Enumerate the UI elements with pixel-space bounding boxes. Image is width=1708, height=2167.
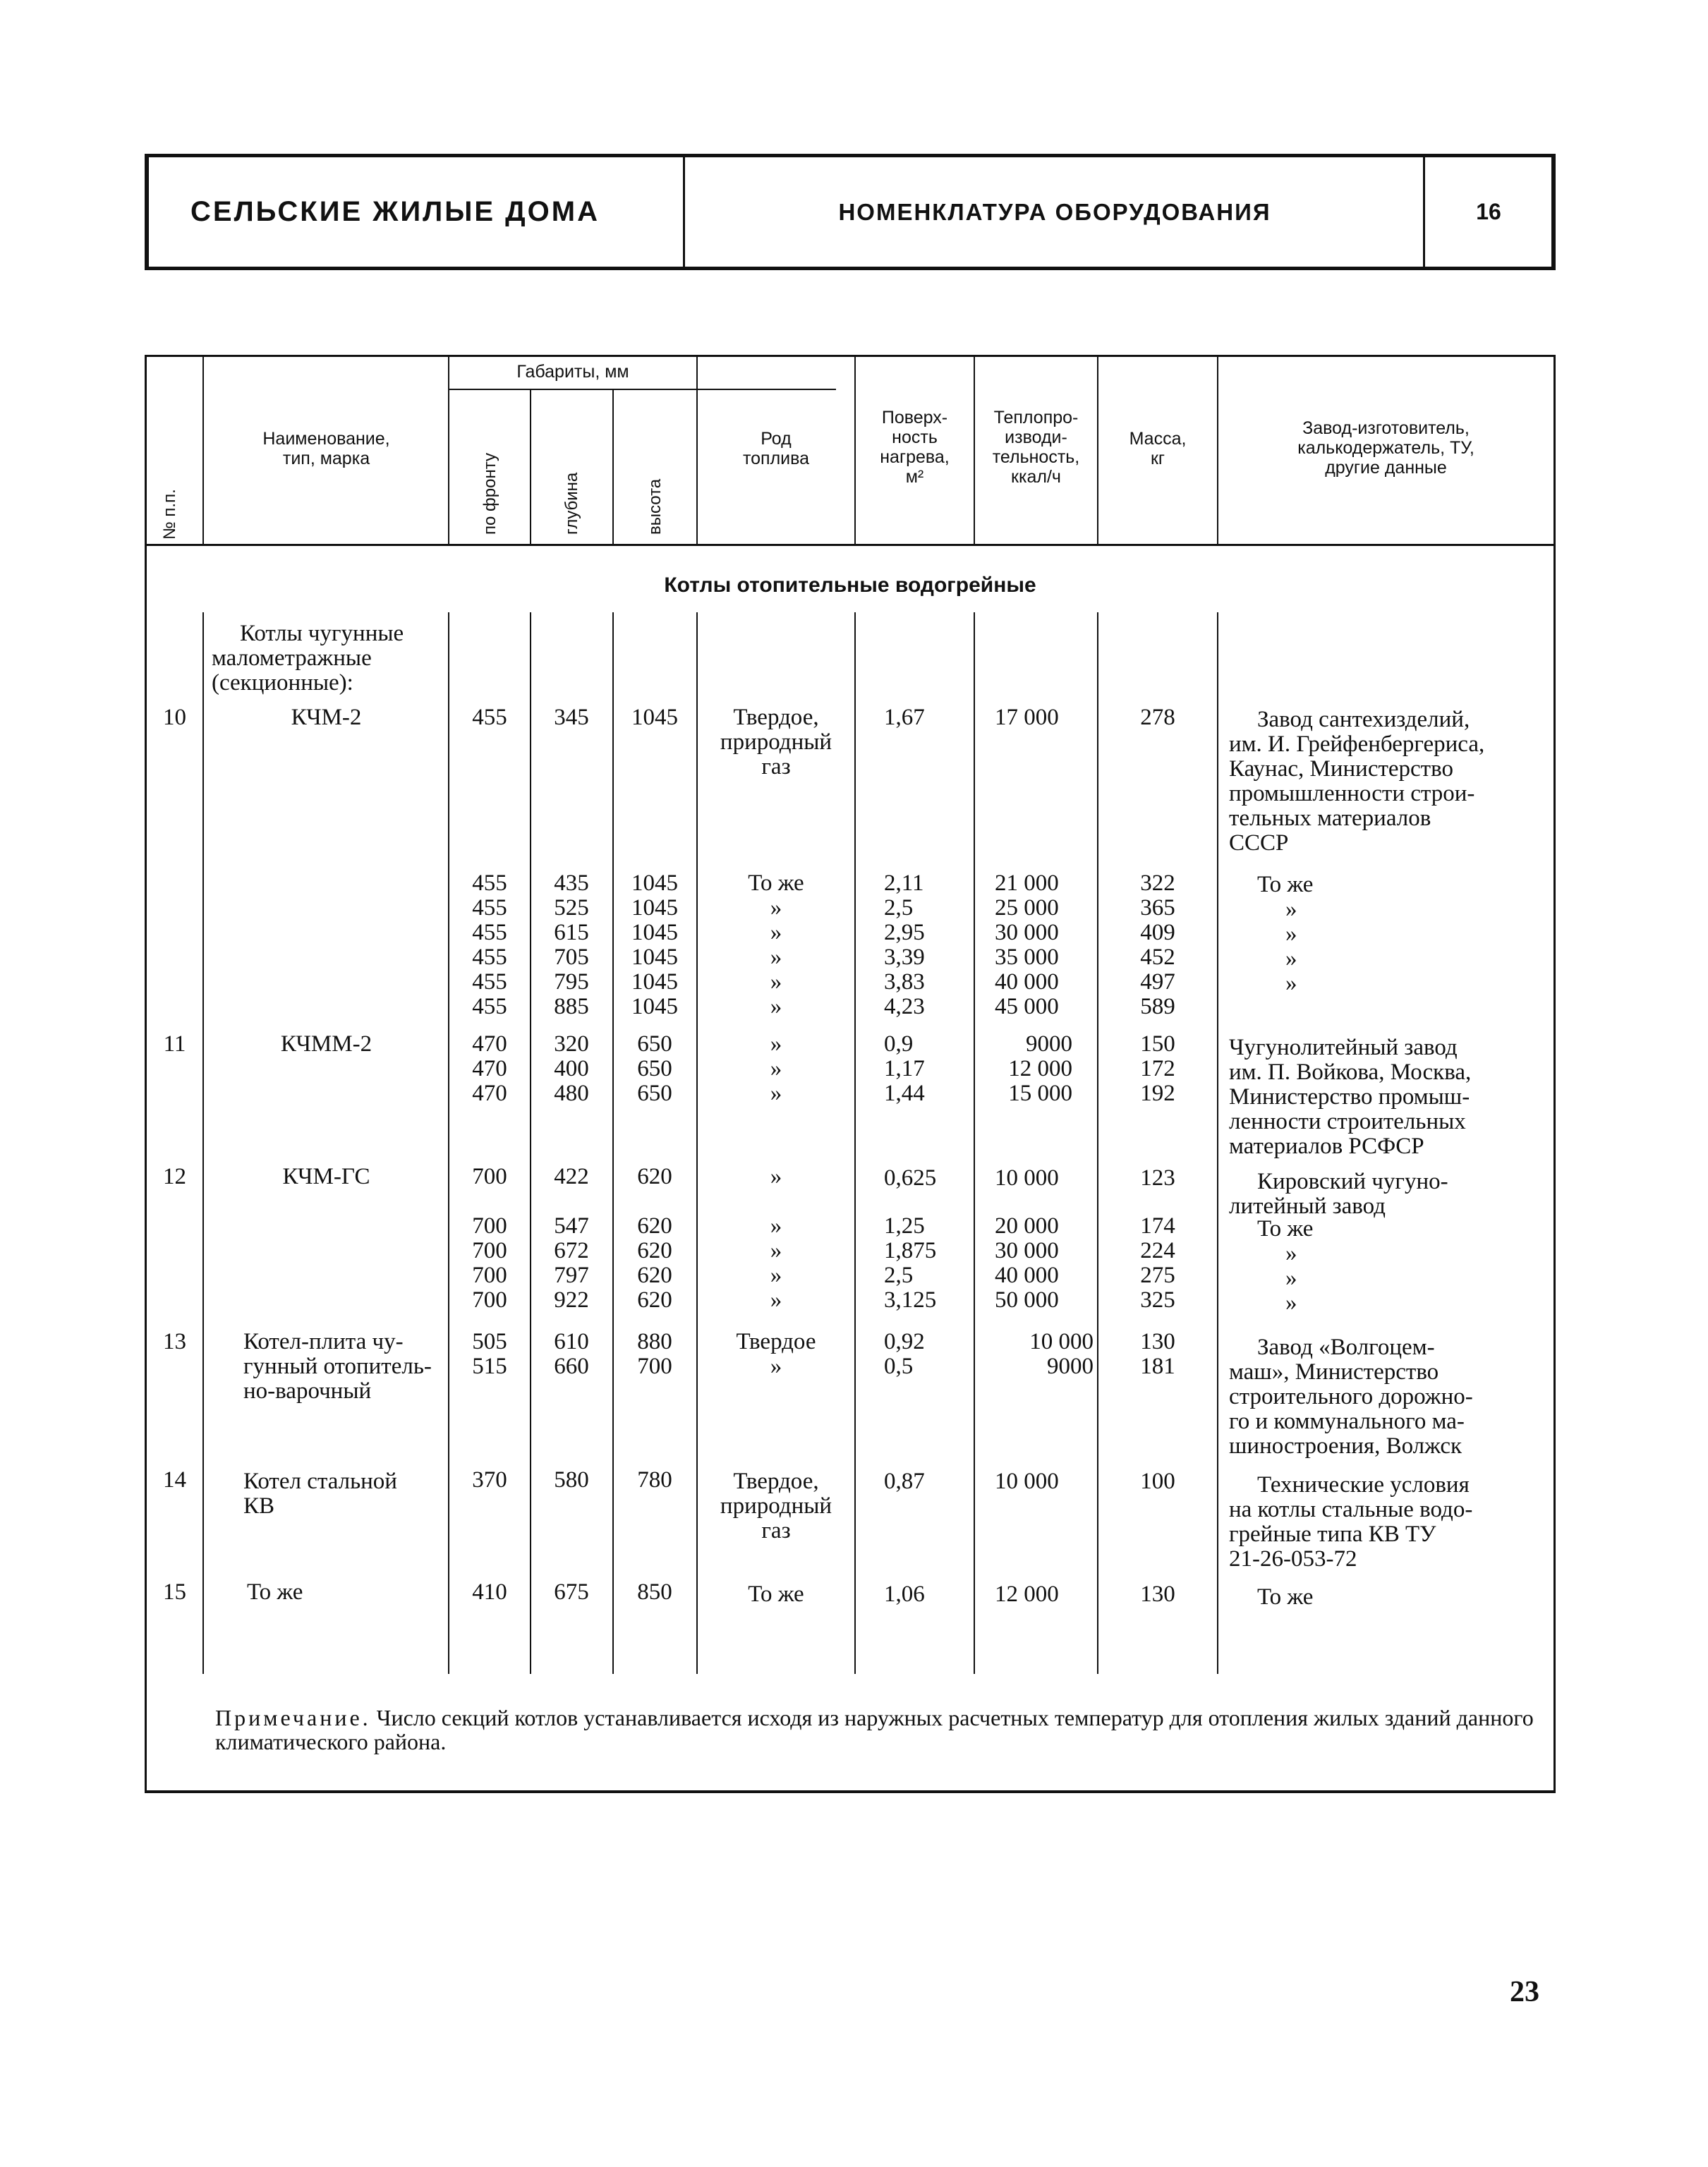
col-header-height: высота: [646, 478, 665, 535]
fuel-type-list: Твердое »: [736, 1329, 816, 1379]
heat-output-list: 10 000 9000: [1029, 1329, 1094, 1379]
section-title: Котлы отопительные водогрейные: [664, 573, 1036, 597]
manufacturer-list: То же » » » »: [1257, 872, 1314, 996]
dim-front-list: 455 455 455 455 455 455: [472, 870, 507, 1019]
table-footnote: [215, 1706, 1534, 1754]
heating-surface-list: 1,25 1,875 2,5 3,125: [884, 1213, 937, 1313]
fuel-type: Твердое, природный газ: [720, 705, 832, 779]
dim-depth-list: 547 672 797 922: [554, 1213, 589, 1313]
dim-height: 620: [637, 1164, 672, 1189]
heat-output: 17 000: [995, 705, 1059, 730]
col-header-depth: глубина: [562, 472, 581, 535]
col-divider: [202, 612, 204, 1674]
row-name: КЧМ-2: [291, 705, 362, 730]
col-header-front: по фронту: [480, 453, 499, 535]
col-divider: [448, 612, 449, 1674]
row-name: Котел-плита чу- гунный отопитель- но-варочный: [243, 1329, 432, 1404]
manufacturer: Завод сантехизделий, им. И. Грейфенбергериса, Каунас, Министерство промышленности строи- тельных материалов СССР: [1229, 707, 1485, 856]
table-bottom-rule: [145, 1790, 1556, 1793]
footnote-text: Число секций котлов устанавливается исходя из наружных расчетных температур для отопления жилых зданий данного климатического района.: [215, 1705, 1534, 1754]
col-divider: [530, 612, 531, 1674]
dim-height-list: 880 700: [637, 1329, 672, 1379]
row-name: То же: [247, 1579, 303, 1605]
mass: 278: [1140, 705, 1175, 730]
header-divider: [145, 157, 149, 267]
manufacturer-list: То же » » »: [1257, 1216, 1314, 1316]
heating-surface: 0,625: [884, 1165, 937, 1191]
manufacturer: Завод «Волгоцем- маш», Министерство строительного дорожно- го и коммунального ма- шиностроения, Волжск: [1229, 1335, 1473, 1459]
table-right-border: [1553, 355, 1556, 1792]
dim-depth: 675: [554, 1579, 589, 1605]
header-bottom-rule: [145, 267, 1556, 270]
page-header: [145, 154, 1556, 271]
manufacturer: Технические условия на котлы стальные водо- грейные типа КВ ТУ 21-26-053-72: [1229, 1472, 1473, 1572]
footnote-label: Примечание.: [215, 1705, 371, 1730]
mass: 130: [1140, 1582, 1175, 1607]
dim-front-list: 700 700 700 700: [472, 1213, 507, 1313]
col-divider: [612, 389, 614, 544]
dim-height: 850: [637, 1579, 672, 1605]
heat-output: 10 000: [995, 1165, 1059, 1191]
mass-list: 150 172 192: [1140, 1031, 1175, 1106]
heating-surface-list: 0,92 0,5: [884, 1329, 925, 1379]
dim-front: 370: [472, 1467, 507, 1493]
row-number: 11: [163, 1031, 186, 1057]
col-divider: [1097, 612, 1098, 1674]
row-number: 10: [163, 705, 186, 730]
dim-depth: 345: [554, 705, 589, 730]
col-header-num: № п.п.: [160, 489, 179, 540]
heat-output-list: 21 000 25 000 30 000 35 000 40 000 45 000: [995, 870, 1059, 1019]
col-divider: [974, 612, 975, 1674]
header-section-title: СЕЛЬСКИЕ ЖИЛЫЕ ДОМА: [190, 196, 600, 227]
row-number: 14: [163, 1467, 186, 1493]
dim-height-list: 620 620 620 620: [637, 1213, 672, 1313]
heat-output: 12 000: [995, 1582, 1059, 1607]
col-header-name: Наименование, тип, марка: [262, 429, 390, 468]
col-divider: [530, 389, 531, 544]
col-header-heat-output: Теплопро- изводи- тельность, ккал/ч: [992, 408, 1080, 487]
col-divider: [1217, 612, 1218, 1674]
fuel-type: »: [770, 1164, 782, 1189]
group-title: Котлы чугунные малометражные (секционные):: [212, 621, 404, 696]
table-top-rule: [145, 355, 1556, 357]
page-number: 23: [1510, 1976, 1539, 2008]
dim-front-list: 505 515: [472, 1329, 507, 1379]
heat-output-list: 9000 12 000 15 000: [1008, 1031, 1072, 1106]
heating-surface: 1,06: [884, 1582, 925, 1607]
col-divider: [612, 612, 614, 1674]
dim-front: 700: [472, 1164, 507, 1189]
heating-surface: 1,67: [884, 705, 925, 730]
row-number: 13: [163, 1329, 186, 1354]
header-topic-title: НОМЕНКЛАТУРА ОБОРУДОВАНИЯ: [838, 198, 1271, 225]
row-name: КЧМ-ГС: [282, 1164, 370, 1189]
col-divider: [854, 612, 856, 1674]
manufacturer: Чугунолитейный завод им. П. Войкова, Москва, Министерство промыш- ленности строительных материалов РСФСР: [1229, 1035, 1472, 1159]
dim-front-list: 470 470 470: [472, 1031, 507, 1106]
fuel-type-list: То же » » » » »: [748, 870, 804, 1019]
fuel-type-list: » » »: [770, 1031, 782, 1106]
dim-depth-list: 435 525 615 705 795 885: [554, 870, 589, 1019]
heating-surface-list: 2,11 2,5 2,95 3,39 3,83 4,23: [884, 870, 925, 1019]
heat-output-list: 20 000 30 000 40 000 50 000: [995, 1213, 1059, 1313]
row-number: 12: [163, 1164, 186, 1189]
dim-depth: 422: [554, 1164, 589, 1189]
header-divider: [683, 157, 685, 267]
dim-height: 780: [637, 1467, 672, 1493]
dim-height-list: 650 650 650: [637, 1031, 672, 1106]
mass: 123: [1140, 1165, 1175, 1191]
dim-depth-list: 610 660: [554, 1329, 589, 1379]
heating-surface: 0,87: [884, 1469, 925, 1494]
header-bottom-rule: [145, 544, 1556, 546]
col-header-dims: Габариты, мм: [516, 362, 629, 382]
mass-list: 174 224 275 325: [1140, 1213, 1175, 1313]
heating-surface-list: 0,9 1,17 1,44: [884, 1031, 925, 1106]
col-header-surface: Поверх- ность нагрева, м²: [880, 408, 950, 487]
col-header-fuel: Род топлива: [742, 429, 810, 468]
dim-height-list: 1045 1045 1045 1045 1045 1045: [631, 870, 678, 1019]
fuel-type: То же: [748, 1582, 804, 1607]
mass-list: 322 365 409 452 497 589: [1140, 870, 1175, 1019]
fuel-type-list: » » » »: [770, 1213, 782, 1313]
manufacturer: То же: [1257, 1584, 1314, 1610]
fuel-type: Твердое, природный газ: [720, 1469, 832, 1543]
row-name: КЧММ-2: [280, 1031, 373, 1057]
col-header-mass: Масса, кг: [1129, 429, 1187, 468]
row-number: 15: [163, 1579, 186, 1605]
header-sheet-number: 16: [1476, 199, 1501, 224]
mass-list: 130 181: [1140, 1329, 1175, 1379]
row-name: Котел стальной КВ: [243, 1469, 397, 1519]
col-divider: [448, 355, 449, 544]
col-divider: [202, 355, 204, 544]
dim-depth-list: 320 400 480: [554, 1031, 589, 1106]
dim-front: 455: [472, 705, 507, 730]
dim-depth: 580: [554, 1467, 589, 1493]
dim-front: 410: [472, 1579, 507, 1605]
table-left-border: [145, 355, 147, 1792]
dim-height: 1045: [631, 705, 678, 730]
dims-group-rule: [448, 389, 836, 390]
mass: 100: [1140, 1469, 1175, 1494]
col-header-maker: Завод-изготовитель, калькодержатель, ТУ, другие данные: [1297, 418, 1474, 478]
equipment-table: [145, 355, 1556, 1794]
heat-output: 10 000: [995, 1469, 1059, 1494]
manufacturer: Кировский чугуно- литейный завод: [1229, 1169, 1448, 1219]
